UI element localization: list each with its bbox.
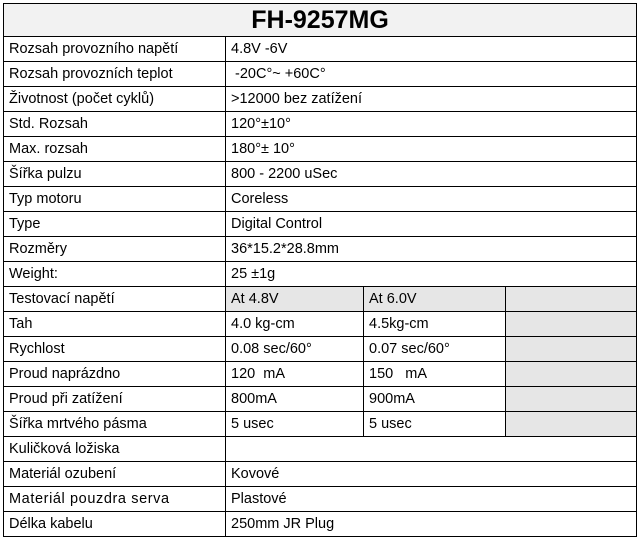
test-row bbox=[4, 412, 637, 437]
spec-label: Weight: bbox=[4, 262, 226, 287]
spec-value: 25 ±1g bbox=[226, 262, 637, 287]
spec-row bbox=[4, 187, 637, 212]
test-row bbox=[4, 387, 637, 412]
empty-cell bbox=[506, 337, 637, 362]
test-label: Šířka mrtvého pásma bbox=[4, 412, 226, 437]
product-title: FH-9257MG bbox=[4, 4, 637, 37]
test-label: Tah bbox=[4, 312, 226, 337]
spec-label: Rozsah provozního napětí bbox=[4, 37, 226, 62]
value-6-0v: 4.5kg-cm bbox=[364, 312, 506, 337]
spec-label: Max. rozsah bbox=[4, 137, 226, 162]
spec-label: Šířka pulzu bbox=[4, 162, 226, 187]
test-voltage-4-8v: At 4.8V bbox=[226, 287, 364, 312]
value-4-8v: 5 usec bbox=[226, 412, 364, 437]
empty-cell bbox=[506, 287, 637, 312]
spec-label: Životnost (počet cyklů) bbox=[4, 87, 226, 112]
spec-label: Typ motoru bbox=[4, 187, 226, 212]
spec-value: -20C°~ +60C° bbox=[226, 62, 637, 87]
test-row bbox=[4, 312, 637, 337]
spec-value: 800 - 2200 uSec bbox=[226, 162, 637, 187]
value-4-8v: 800mA bbox=[226, 387, 364, 412]
spec-value: 4.8V -6V bbox=[226, 37, 637, 62]
empty-cell bbox=[506, 387, 637, 412]
spec-row bbox=[4, 62, 637, 87]
spec-value: >12000 bez zatížení bbox=[226, 87, 637, 112]
spec-label: Std. Rozsah bbox=[4, 112, 226, 137]
spec-label: Rozsah provozních teplot bbox=[4, 62, 226, 87]
test-voltage-6-0v: At 6.0V bbox=[364, 287, 506, 312]
value-4-8v: 0.08 sec/60° bbox=[226, 337, 364, 362]
spec-value: Plastové bbox=[226, 487, 637, 512]
spec-label: Type bbox=[4, 212, 226, 237]
spec-row bbox=[4, 512, 637, 537]
value-4-8v: 120 mA bbox=[226, 362, 364, 387]
spec-row bbox=[4, 112, 637, 137]
spec-label: Kuličková ložiska bbox=[4, 437, 226, 462]
value-6-0v: 0.07 sec/60° bbox=[364, 337, 506, 362]
spec-row bbox=[4, 237, 637, 262]
test-label: Proud při zatížení bbox=[4, 387, 226, 412]
test-row bbox=[4, 362, 637, 387]
spec-row bbox=[4, 87, 637, 112]
test-row bbox=[4, 337, 637, 362]
spec-value: Kovové bbox=[226, 462, 637, 487]
title-row bbox=[4, 4, 637, 37]
test-voltage-label: Testovací napětí bbox=[4, 287, 226, 312]
spec-value: Digital Control bbox=[226, 212, 637, 237]
spec-value: 120°±10° bbox=[226, 112, 637, 137]
spec-label: Délka kabelu bbox=[4, 512, 226, 537]
spec-row bbox=[4, 487, 637, 512]
spec-label: Materiál ozubení bbox=[4, 462, 226, 487]
spec-value bbox=[226, 437, 637, 462]
empty-cell bbox=[506, 312, 637, 337]
spec-row bbox=[4, 37, 637, 62]
empty-cell bbox=[506, 412, 637, 437]
spec-value: 180°± 10° bbox=[226, 137, 637, 162]
spec-value: 36*15.2*28.8mm bbox=[226, 237, 637, 262]
empty-cell bbox=[506, 362, 637, 387]
spec-row bbox=[4, 462, 637, 487]
test-label: Proud naprázdno bbox=[4, 362, 226, 387]
spec-label: Materiál pouzdra serva bbox=[4, 487, 226, 512]
value-4-8v: 4.0 kg-cm bbox=[226, 312, 364, 337]
spec-row bbox=[4, 437, 637, 462]
spec-row bbox=[4, 262, 637, 287]
value-6-0v: 900mA bbox=[364, 387, 506, 412]
spec-label: Rozměry bbox=[4, 237, 226, 262]
value-6-0v: 5 usec bbox=[364, 412, 506, 437]
spec-row bbox=[4, 162, 637, 187]
spec-value: Coreless bbox=[226, 187, 637, 212]
value-6-0v: 150 mA bbox=[364, 362, 506, 387]
test-header-row bbox=[4, 287, 637, 312]
test-label: Rychlost bbox=[4, 337, 226, 362]
spec-table bbox=[3, 3, 637, 537]
spec-value: 250mm JR Plug bbox=[226, 512, 637, 537]
spec-row bbox=[4, 212, 637, 237]
spec-row bbox=[4, 137, 637, 162]
